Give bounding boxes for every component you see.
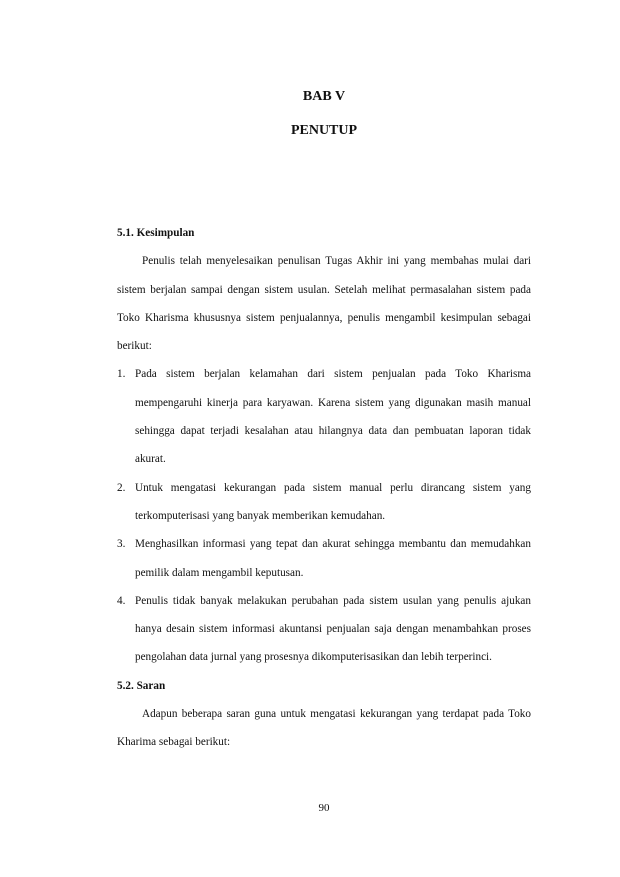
list-item-text: Menghasilkan informasi yang tepat dan akurat sehingga membantu dan memudahkan pemilik dalam mengambil keputusan. [135,538,531,579]
list-item-text: Untuk mengatasi kekurangan pada sistem manual perlu dirancang sistem yang terkomputerisasi yang banyak memberikan kemudahan. [135,481,531,522]
list-item [117,474,531,531]
section-heading-kesimpulan: 5.1. Kesimpulan [117,227,195,239]
list-item-text: Penulis tidak banyak melakukan perubahan pada sistem usulan yang penulis ajukan hanya desain sistem informasi akuntansi penjualan saja dengan menambahkan proses pengolahan data jurnal yang prosesnya dikomputerisasikan dan lebih terperinci. [135,594,531,664]
list-item [117,360,531,473]
list-item [117,530,531,587]
kesimpulan-intro-paragraph: Penulis telah menyelesaikan penulisan Tugas Akhir ini yang membahas mulai dari sistem berjalan sampai dengan sistem usulan. Setelah melihat permasalahan sistem pada Toko Kharisma khususnya sistem penjualannya, penulis mengambil kesimpulan sebagai berikut: [117,255,531,353]
list-item [117,587,531,672]
list-item-number: 4. [117,594,126,607]
page-number: 90 [318,802,330,814]
list-item-number: 1. [117,368,126,381]
chapter-title: PENUTUP [290,123,358,138]
list-item-number: 3. [117,538,126,551]
list-item-number: 2. [117,481,126,494]
page-content [117,219,531,757]
kesimpulan-list [117,360,531,671]
list-item-text: Pada sistem berjalan kelamahan dari sistem penjualan pada Toko Kharisma mempengaruhi kinerja para karyawan. Karena sistem yang digunakan masih manual sehingga dapat terjadi kesalahan atau hilangnya data dan pembuatan laporan tidak akurat. [135,368,531,466]
chapter-label: BAB V [302,89,346,104]
saran-intro-paragraph: Adapun beberapa saran guna untuk mengatasi kekurangan yang terdapat pada Toko Kharima sebagai berikut: [117,708,531,749]
section-heading-saran: 5.2. Saran [117,679,166,692]
